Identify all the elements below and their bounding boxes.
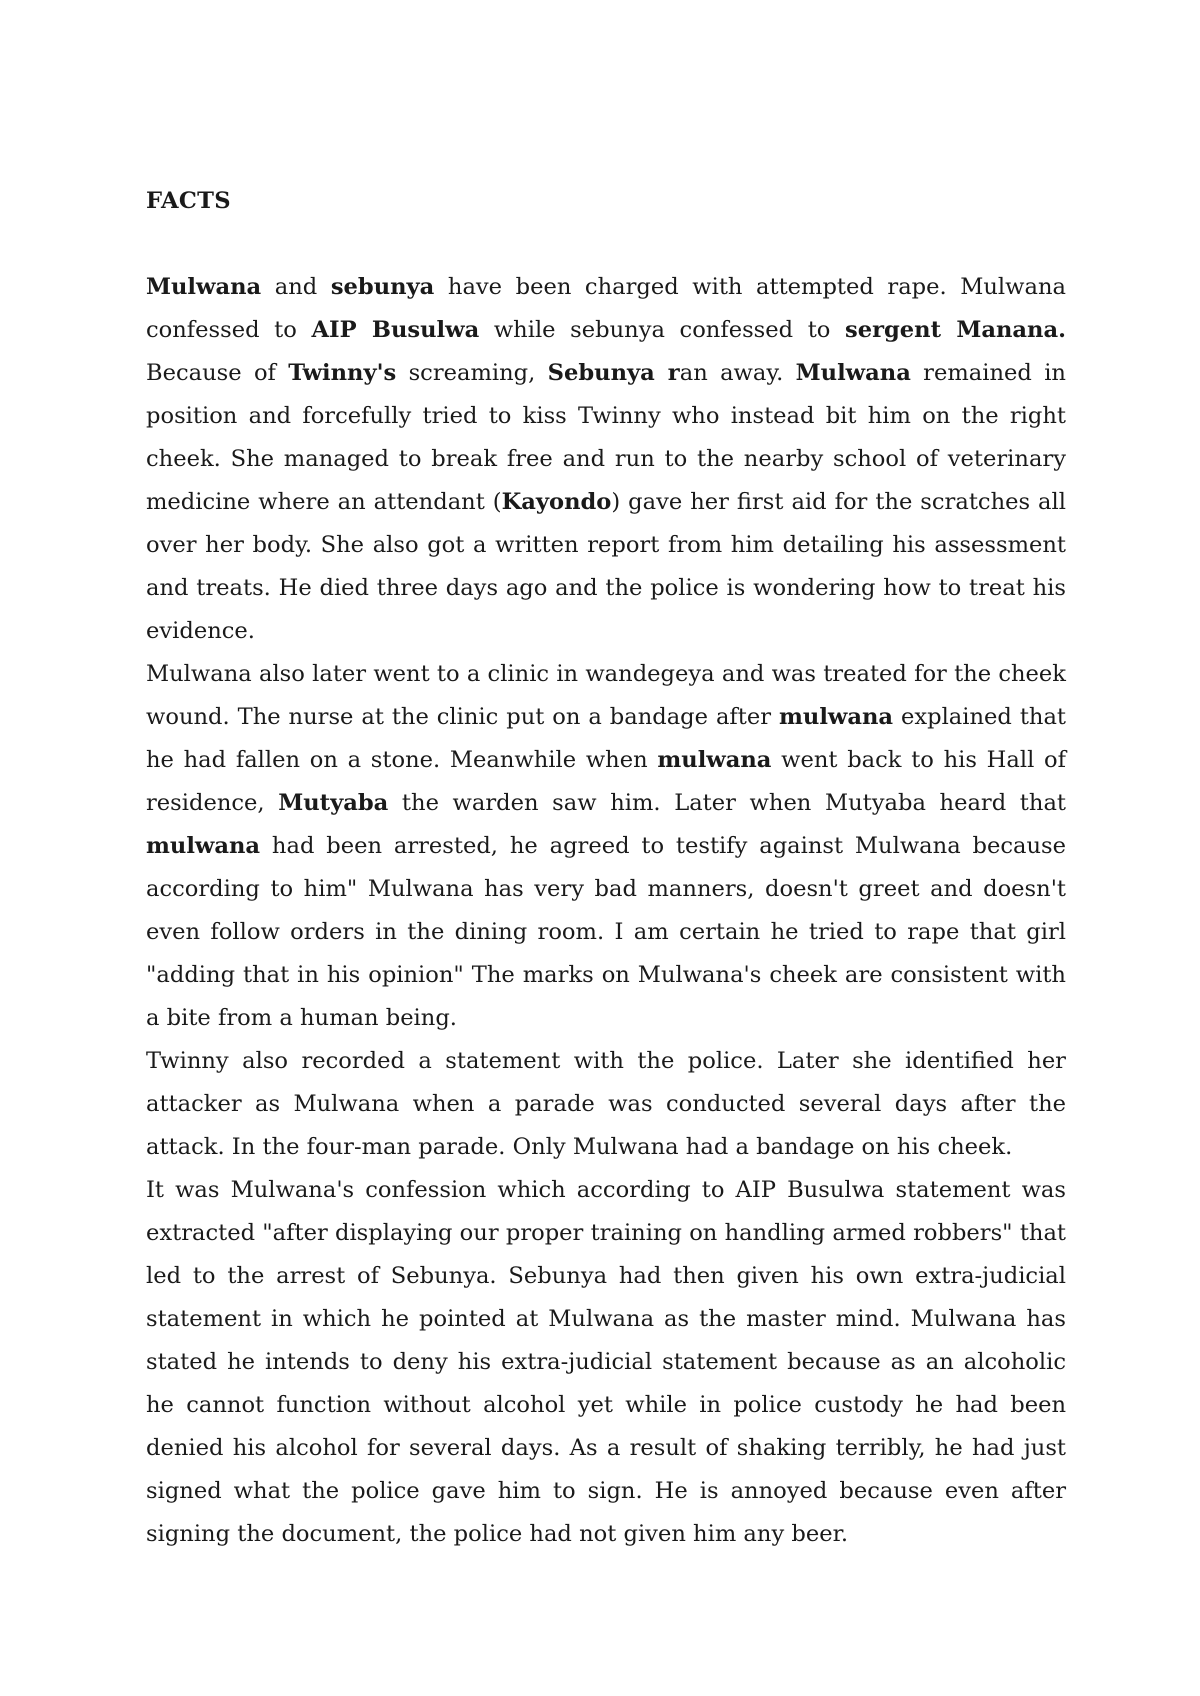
paragraph-3: Twinny also recorded a statement with the police. Later she identified her attacker as Mulwana when a parade was conducted several days after the attack. In the four-man parade. Only Mulwana had a bandage on his cheek.: [146, 1048, 1066, 1160]
text-run: the warden saw him. Later when Mutyaba heard that: [388, 790, 1066, 816]
bold-name: AIP Busulwa: [311, 317, 480, 343]
bold-name: mulwana: [657, 747, 772, 773]
bold-name: mulwana: [146, 833, 261, 859]
bold-name: Twinny's: [288, 360, 397, 386]
text-run: Because of: [146, 360, 289, 386]
text-run: had been arrested, he agreed to testify against Mulwana because according to him" Mulwana has very bad manners, doesn't greet and doesn't even follow orders in the dining room. I am certain he tried to rape that girl "adding that in his opinion" The marks on Mulwana's cheek are consistent with a bite from a human being.: [146, 833, 1066, 1031]
bold-name: Mutyaba: [278, 790, 389, 816]
text-run: Mulwana also later went to a clinic in wandegeya and was treated for the cheek wound. The nurse at the clinic put on a bandage after: [146, 661, 1066, 730]
paragraph-4: It was Mulwana's confession which according to AIP Busulwa statement was extracted "after displaying our proper training on handling armed robbers" that led to the arrest of Sebunya. Sebunya had then given his own extra-judicial statement in which he pointed at Mulwana as the master mind. Mulwana has stated he intends to deny his extra-judicial statement because as an alcoholic he cannot function without alcohol yet while in police custody he had been denied his alcohol for several days. As a result of shaking terribly, he had just signed what the police gave him to sign. He is annoyed because even after signing the document, the police had not given him any beer.: [146, 1177, 1066, 1547]
text-run: explained that he had fallen on a stone. Meanwhile when: [146, 704, 1066, 773]
document-page: [146, 180, 1066, 1556]
text-run: screaming,: [396, 360, 548, 386]
bold-name: Sebunya r: [547, 360, 680, 386]
text-run: an away.: [679, 360, 796, 386]
text-run: while sebunya confessed to: [479, 317, 846, 343]
bold-name: Mulwana: [795, 360, 911, 386]
bold-name: sergent Manana.: [845, 317, 1066, 343]
text-run: went back to his Hall of residence,: [146, 747, 1066, 816]
bold-name: Mulwana: [146, 274, 262, 300]
text-run: have been charged with attempted rape. Mulwana confessed to: [146, 274, 1066, 343]
facts-heading: FACTS: [146, 188, 231, 214]
text-run: remained in position and forcefully tried to kiss Twinny who instead bit him on the right cheek. She managed to break free and run to the nearby school of veterinary medicine where an attendant (: [146, 360, 1066, 515]
facts-body: [146, 266, 1066, 1556]
bold-name: sebunya: [330, 274, 435, 300]
bold-name: mulwana: [778, 704, 894, 730]
text-run: and: [261, 274, 331, 300]
bold-name: Kayondo: [501, 489, 612, 515]
text-run: ) gave her first aid for the scratches all over her body. She also got a written report from him detailing his assessment and treats. He died three days ago and the police is wondering how to treat his evidence.: [146, 489, 1066, 644]
paragraph-2: [146, 653, 1066, 1040]
paragraph-1: [146, 266, 1066, 653]
